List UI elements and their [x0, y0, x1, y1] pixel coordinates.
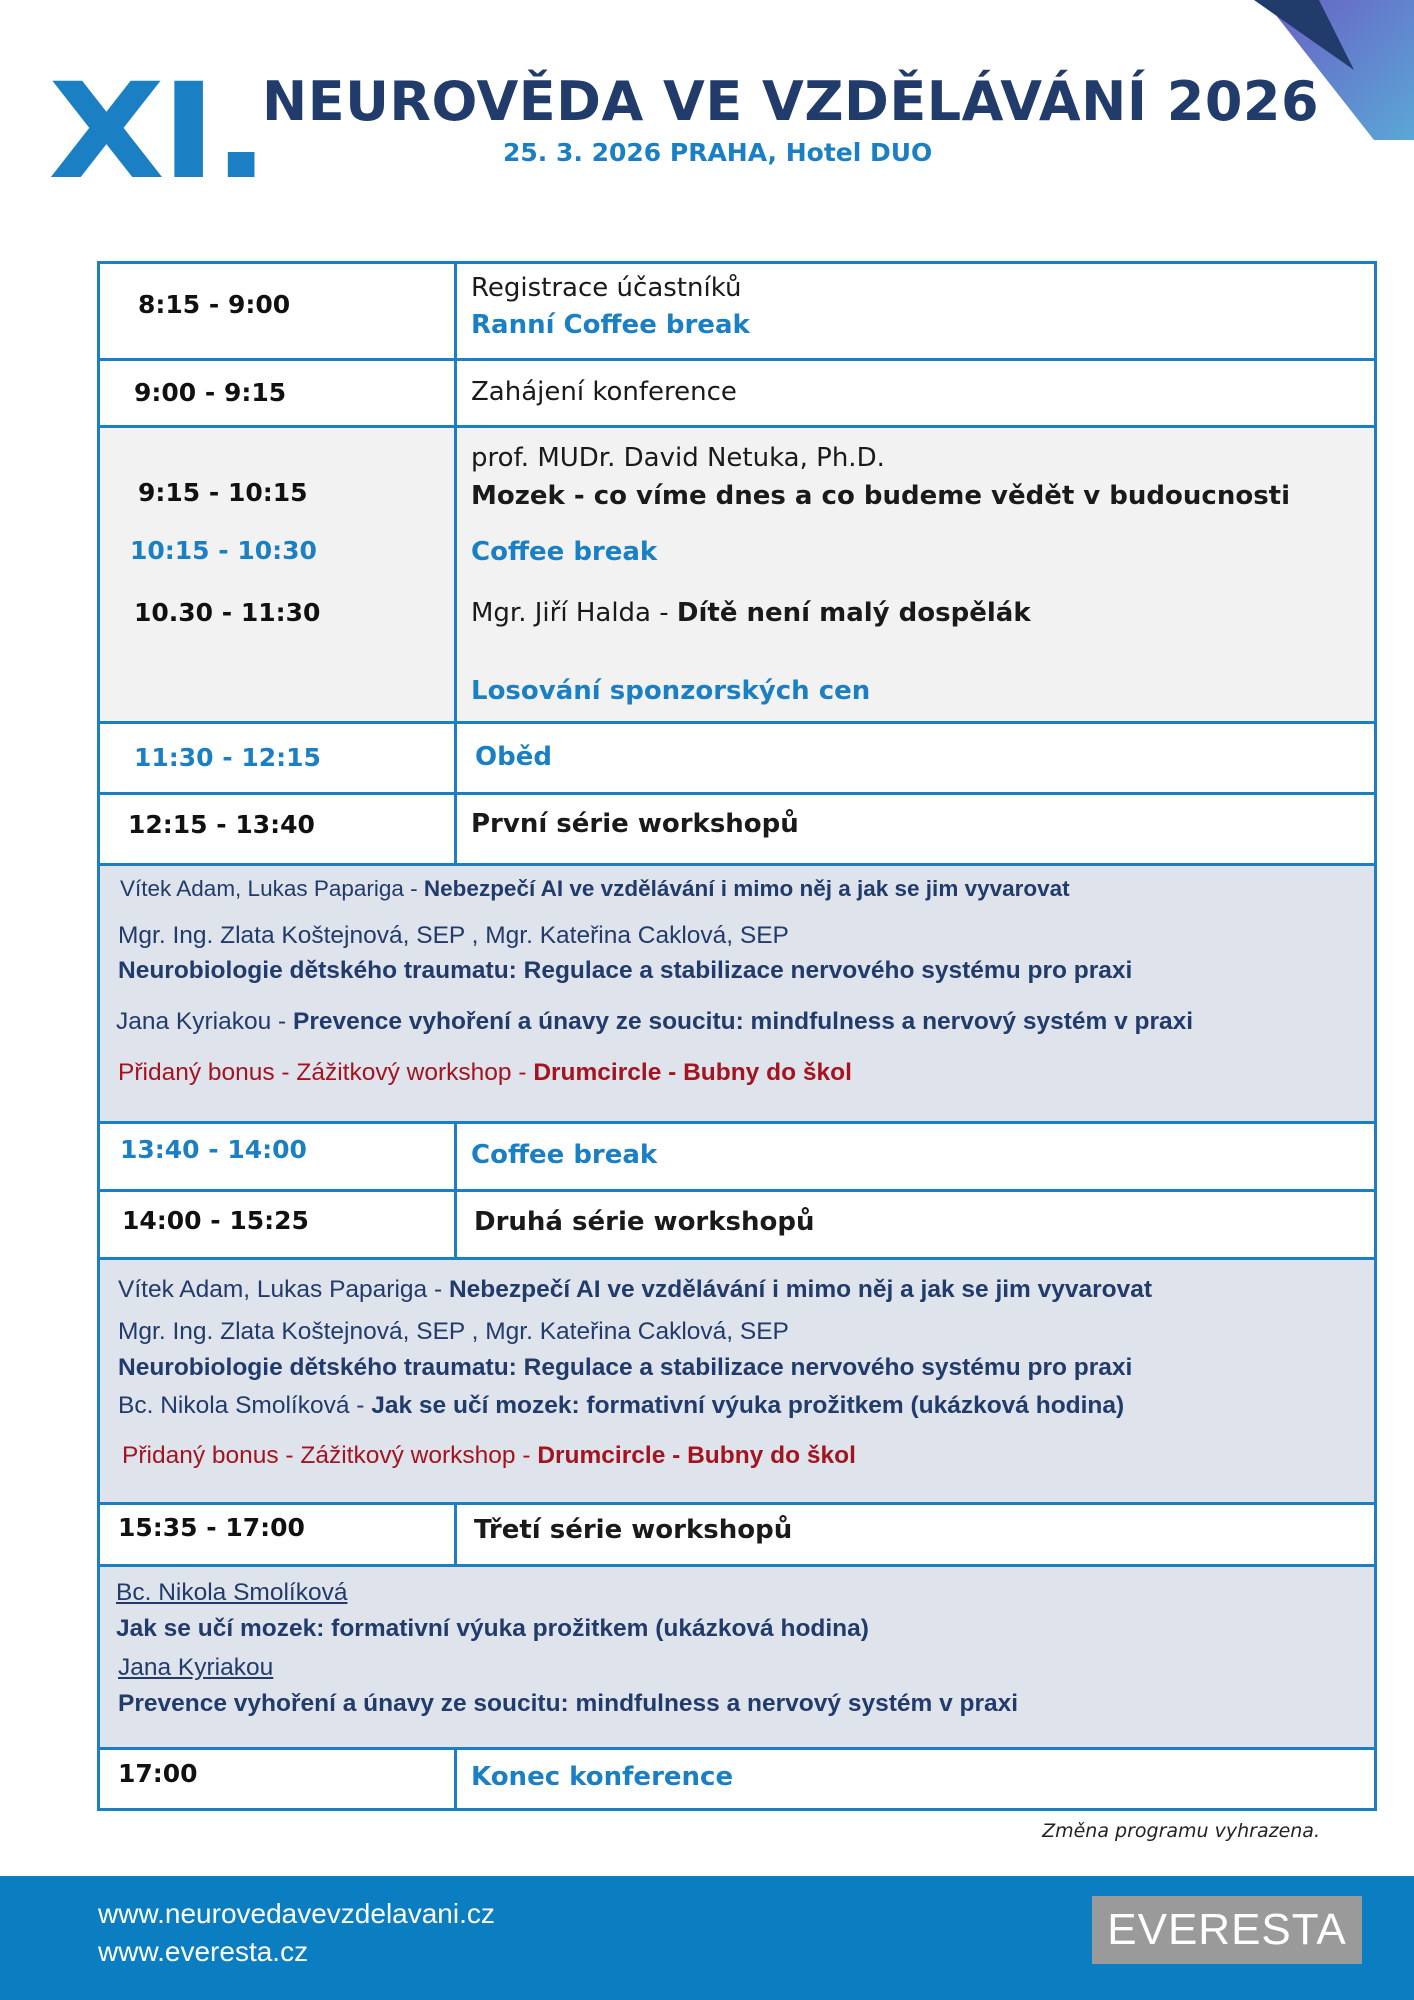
- time-label: 8:15 - 9:00: [138, 290, 291, 319]
- time-cell: [100, 428, 457, 721]
- bonus-title: Drumcircle - Bubny do škol: [533, 1059, 852, 1086]
- page-title: NEUROVĚDA VE VZDĚLÁVÁNÍ 2026: [262, 70, 1320, 133]
- speaker-name: prof. MUDr. David Netuka, Ph.D.: [471, 443, 885, 473]
- time-cell: [100, 1750, 457, 1808]
- workshop-list-1: [100, 866, 1374, 1124]
- content-cell: [457, 724, 1374, 792]
- time-cell: [100, 795, 457, 863]
- bonus-label: Přidaný bonus - Zážitkový workshop -: [122, 1442, 538, 1469]
- bonus-title: Drumcircle - Bubny do škol: [537, 1442, 856, 1469]
- workshop-presenters: Jana Kyriakou: [118, 1654, 274, 1681]
- time-label: 12:15 - 13:40: [128, 810, 315, 839]
- footer: [0, 1876, 1414, 2000]
- workshop-presenters: Mgr. Ing. Zlata Koštejnová, SEP , Mgr. Kateřina Caklová, SEP: [118, 922, 789, 949]
- event-date-venue: 25. 3. 2026 PRAHA, Hotel DUO: [503, 138, 933, 167]
- workshop-presenters: Bc. Nikola Smolíková -: [118, 1392, 372, 1419]
- workshop-presenters: Mgr. Ing. Zlata Koštejnová, SEP , Mgr. Kateřina Caklová, SEP: [118, 1318, 789, 1345]
- time-label: 15:35 - 17:00: [118, 1513, 305, 1542]
- time-label: 10.30 - 11:30: [134, 598, 321, 627]
- schedule-row-opening: [100, 361, 1374, 428]
- workshop-title: Jak se učí mozek: formativní výuka prožitkem (ukázková hodina): [116, 1615, 869, 1642]
- schedule-row-end: [100, 1750, 1374, 1808]
- time-cell: [100, 1124, 457, 1189]
- schedule-row-workshops-3: [100, 1505, 1374, 1567]
- schedule-row-coffee-break: [100, 1124, 1374, 1192]
- workshop-title: Prevence vyhoření a únavy ze soucitu: mindfulness a nervový systém v praxi: [293, 1008, 1194, 1035]
- time-cell: [100, 264, 457, 358]
- content-cell: [457, 1505, 1374, 1564]
- website-link[interactable]: www.neurovedavevzdelavani.cz: [98, 1898, 495, 1929]
- schedule-row-workshops-1: [100, 795, 1374, 866]
- schedule-row-registration: [100, 264, 1374, 361]
- time-cell: [100, 361, 457, 425]
- time-cell: [100, 1192, 457, 1257]
- content-cell: [457, 1124, 1374, 1189]
- lottery-text: Losování sponzorských cen: [471, 676, 871, 706]
- talk-title: Mozek - co víme dnes a co budeme vědět v budoucnosti: [471, 481, 1291, 511]
- workshop-title: Prevence vyhoření a únavy ze soucitu: mindfulness a nervový systém v praxi: [118, 1690, 1019, 1717]
- edition-number: XI.: [48, 55, 266, 209]
- speaker-name: Mgr. Jiří Halda -: [471, 598, 677, 628]
- workshop-title: Neurobiologie dětského traumatu: Regulace a stabilizace nervového systému pro praxi: [118, 1354, 1133, 1381]
- time-label: 10:15 - 10:30: [130, 536, 317, 565]
- workshop-series-title: První série workshopů: [471, 809, 799, 839]
- workshop-presenters: Bc. Nikola Smolíková: [116, 1579, 348, 1606]
- time-label: 9:15 - 10:15: [138, 478, 308, 507]
- content-cell: [457, 361, 1374, 425]
- time-label: 11:30 - 12:15: [134, 743, 321, 772]
- end-text: Konec konference: [471, 1762, 734, 1792]
- workshop-title: Nebezpečí AI ve vzdělávání i mimo něj a jak se jim vyvarovat: [423, 876, 1070, 901]
- schedule-row-talks: [100, 428, 1374, 724]
- workshop-presenters: Vítek Adam, Lukas Papariga -: [120, 876, 424, 901]
- coffee-break-text: Coffee break: [471, 1140, 658, 1170]
- workshop-title: Jak se učí mozek: formativní výuka prožitkem (ukázková hodina): [371, 1392, 1125, 1419]
- talk-title: Dítě není malý dospělák: [676, 598, 1031, 628]
- registration-text: Registrace účastníků: [471, 273, 742, 303]
- schedule-row-workshops-2: [100, 1192, 1374, 1260]
- everesta-logo: EVERESTA: [1092, 1896, 1362, 1964]
- workshop-title: Nebezpečí AI ve vzdělávání i mimo něj a jak se jim vyvarovat: [448, 1276, 1153, 1303]
- content-cell: [457, 1192, 1374, 1257]
- lunch-text: Oběd: [475, 742, 552, 772]
- time-label: 9:00 - 9:15: [134, 378, 287, 407]
- time-cell: [100, 1505, 457, 1564]
- workshop-list-3: [100, 1567, 1374, 1750]
- program-table: [97, 261, 1377, 1811]
- coffee-break-text: Coffee break: [471, 537, 658, 567]
- program-change-note: Změna programu vyhrazena.: [1042, 1820, 1320, 1842]
- bonus-label: Přidaný bonus - Zážitkový workshop -: [118, 1059, 534, 1086]
- morning-coffee-text: Ranní Coffee break: [471, 310, 750, 340]
- content-cell: [457, 1750, 1374, 1808]
- time-label: 14:00 - 15:25: [122, 1206, 309, 1235]
- website-link[interactable]: www.everesta.cz: [98, 1936, 309, 1967]
- content-cell: [457, 428, 1374, 721]
- time-label: 13:40 - 14:00: [120, 1135, 307, 1164]
- workshop-list-2: [100, 1260, 1374, 1505]
- time-cell: [100, 724, 457, 792]
- schedule-row-lunch: [100, 724, 1374, 795]
- content-cell: [457, 795, 1374, 863]
- time-label: 17:00: [118, 1759, 198, 1788]
- workshop-presenters: Vítek Adam, Lukas Papariga -: [118, 1276, 449, 1303]
- workshop-title: Neurobiologie dětského traumatu: Regulace a stabilizace nervového systému pro praxi: [118, 957, 1133, 984]
- workshop-series-title: Třetí série workshopů: [474, 1515, 793, 1545]
- workshop-series-title: Druhá série workshopů: [474, 1207, 815, 1237]
- content-cell: [457, 264, 1374, 358]
- workshop-presenters: Jana Kyriakou -: [116, 1008, 294, 1035]
- opening-text: Zahájení konference: [471, 377, 737, 407]
